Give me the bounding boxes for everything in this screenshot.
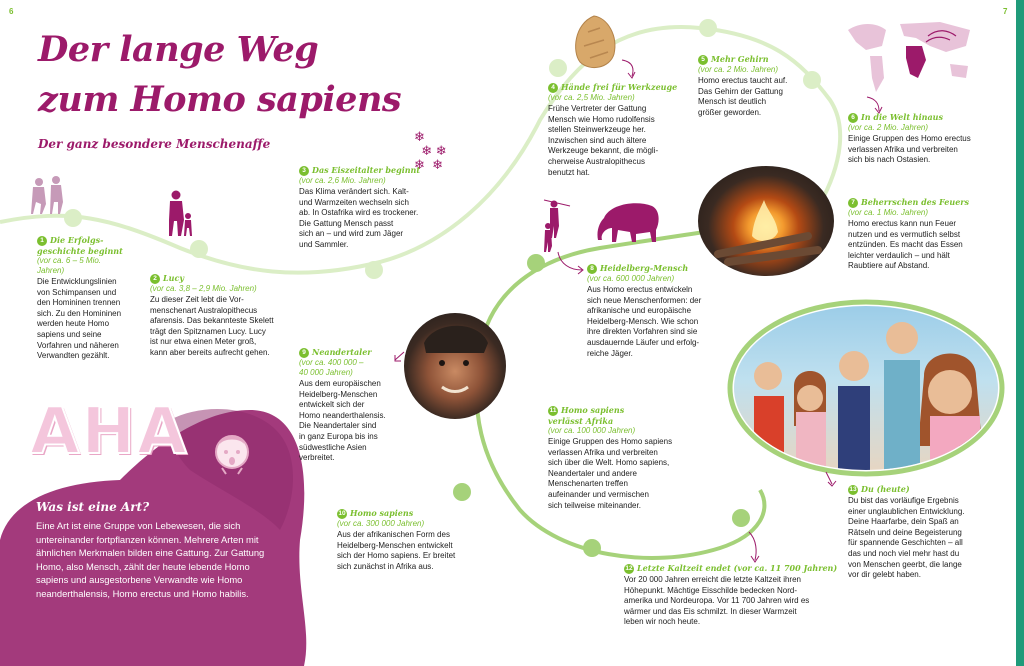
timeline-entry-10 <box>337 508 487 572</box>
timeline-entry-11 <box>548 405 708 511</box>
timeline-dot <box>453 483 471 501</box>
entry-date: (vor ca. 2 Mio. Jahren) <box>698 65 779 74</box>
entry-heading: Beherrschen des Feuers <box>861 197 969 207</box>
entry-text: Das Klima verändert sich. Kalt- und Warmzeiten wechseln sich ab. In Ostafrika wird es trockener. Die Gattung Mensch passt sich an – und wird zum Jäger und Sammler. <box>299 187 419 249</box>
entry-number-badge: 6 <box>848 113 858 123</box>
hunters-mammoth-icon <box>540 198 670 254</box>
timeline-dot <box>583 539 601 557</box>
entry-number-badge: 13 <box>849 486 857 493</box>
timeline-entry-3 <box>299 165 449 251</box>
timeline-entry-6 <box>848 112 998 166</box>
entry-date: (vor ca. 600 000 Jahren) <box>587 274 675 283</box>
entry-text: Zu dieser Zeit lebt die Vor- menschenart Australopithecus afarensis. Das bekannteste Skelett trägt den Spitznamen Lucy. Lucy ist nur etwa einen Meter groß, kann aber bereits aufrecht gehen. <box>150 295 274 357</box>
entry-date: (vor ca. 6 – 5 Mio. Jahren) <box>37 256 102 275</box>
timeline-entry-2 <box>150 273 290 359</box>
arrow-icon <box>620 58 642 80</box>
page-number-left: 6 <box>9 7 14 16</box>
entry-text: Einige Gruppen des Homo sapiens verlassen Afrika und verbreiten sich über die Welt. Homo sapiens, Neandertaler und andere Menschenarten treffen aufeinander und vermischen sich teilweise miteinander. <box>548 437 673 510</box>
timeline-entry-7 <box>848 197 998 272</box>
lucy-silhouette-icon <box>162 190 194 238</box>
entry-date: (vor ca. 100 000 Jahren) <box>548 426 636 435</box>
timeline-entry-5 <box>698 54 818 118</box>
page-number-right: 7 <box>1003 7 1008 16</box>
entry-text: Frühe Vertreter der Gattung Mensch wie Homo rudolfensis stellen Steinwerkzeuge her. Inzwischen sind auch ältere Werkzeuge bekannt, die mögli- cherweise Australopithecus benutzt hat. <box>548 104 659 177</box>
entry-text: Vor 20 000 Jahren erreicht die letzte Kaltzeit ihren Höhepunkt. Mächtige Eisschilde bedecken Nord- amerika und Nordeuropa. Vor 11 700 Jahren wird es wärmer und das Eis schmilzt. In dieser Warmzeit leben wir noch heute. <box>624 575 810 627</box>
timeline-entry-8 <box>587 263 737 359</box>
entry-number-badge: 1 <box>37 236 47 246</box>
entry-heading: Du <box>861 484 874 494</box>
entry-heading: Hände frei für Werkzeuge <box>561 82 678 92</box>
entry-number-badge: 11 <box>549 407 557 414</box>
children-photo <box>734 306 998 470</box>
world-map-icon <box>846 16 978 96</box>
timeline-entry-12 <box>624 563 839 628</box>
entry-heading: In die Welt hinaus <box>861 112 943 122</box>
entry-number-badge: 2 <box>150 274 160 284</box>
entry-date: (vor ca. 1 Mio. Jahren) <box>848 208 929 217</box>
page-edge-bar <box>1016 0 1024 666</box>
entry-text: Die Entwicklungslinien von Schimpansen und den Homininen trennen sich. Zu den Homininen werden heute Homo sapiens und seine Vorfahren und näheren Verwandten gezählt. <box>37 277 122 361</box>
info-box-title: Was ist eine Art? <box>36 500 150 514</box>
timeline-entry-9 <box>299 347 409 464</box>
thinking-face-icon <box>212 430 252 476</box>
entry-heading: Letzte Kaltzeit endet <box>637 563 731 573</box>
arrow-icon <box>556 250 586 276</box>
entry-heading: Mehr Gehirn <box>711 54 769 64</box>
entry-date: (vor ca. 11 700 Jahren) <box>733 563 838 573</box>
page-title-line2: zum Homo sapiens <box>38 79 402 120</box>
page-title-line1: Der lange Weg <box>38 29 319 70</box>
entry-number-badge: 4 <box>548 83 558 93</box>
entry-text: Du bist das vorläufige Ergebnis einer unglaublichen Entwicklung. Deine Haarfarbe, dein Spaß an Rätseln und deine Begeisterung für spannende Geschichten – all das und noch viel mehr hast du von Menschen geerbt, die lange vor dir gelebt haben. <box>848 496 965 580</box>
entry-text: Aus Homo erectus entwickeln sich neue Menschenformen: der afrikanische und europäische Heidelberg-Mensch. Wie schon ihre direkten Vorfahren sind sie ausdauernde Läufer und erfolg- reiche Jäger. <box>587 285 702 358</box>
timeline-dot <box>527 254 545 272</box>
timeline-dot <box>190 240 208 258</box>
entry-text: Homo erectus taucht auf. Das Gehirn der Gattung Mensch ist deutlich größer geworden. <box>698 76 788 117</box>
page-subtitle: Der ganz besondere Menschenaffe <box>38 137 271 151</box>
timeline-entry-13 <box>848 484 998 581</box>
entry-number-badge: 10 <box>338 510 346 517</box>
timeline-entry-1 <box>37 235 147 362</box>
stone-tool-icon <box>570 14 620 74</box>
timeline-dot <box>699 19 717 37</box>
evolution-silhouette-icon <box>30 176 75 216</box>
info-box-text: Eine Art ist eine Gruppe von Lebewesen, die sich untereinander fortpflanzen können. Mehrere Arten mit ähnlichen Merkmalen bilden eine Gattung. Zur Gattung Homo, also Mensch, zählt der heute lebende Homo sapiens und ausgestorbene Verwandte wie Homo neanderthalensis, Homo erectus und Homo habilis. <box>36 520 265 599</box>
snowflake-icon: ❄ ❄ ❄ ❄ ❄ <box>414 129 447 172</box>
timeline-dot <box>549 59 567 77</box>
entry-heading: Heidelberg-Mensch <box>600 263 689 273</box>
timeline-dot <box>732 509 750 527</box>
entry-number-badge: 12 <box>625 565 633 572</box>
entry-heading: Homo sapiens <box>350 508 414 518</box>
entry-number-badge: 9 <box>299 348 309 358</box>
entry-number-badge: 3 <box>299 166 309 176</box>
entry-date: (heute) <box>876 484 910 494</box>
entry-number-badge: 5 <box>698 55 708 65</box>
arrow-icon <box>745 530 765 564</box>
entry-date: (vor ca. 2 Mio. Jahren) <box>848 123 929 132</box>
entry-number-badge: 7 <box>848 198 858 208</box>
entry-number-badge: 8 <box>587 264 597 274</box>
entry-date: (vor ca. 400 000 – 40 000 Jahren) <box>299 358 364 377</box>
entry-date: (vor ca. 3,8 – 2,9 Mio. Jahren) <box>150 284 257 293</box>
entry-text: Einige Gruppen des Homo erectus verlassen Afrika und verbreiten sich bis nach Ostasien. <box>848 134 971 165</box>
entry-date: (vor ca. 300 000 Jahren) <box>337 519 425 528</box>
entry-text: Aus der afrikanischen Form des Heidelberg-Menschen entwickelt sich der Homo sapiens. Er breitet sich zunächst in Afrika aus. <box>337 530 456 571</box>
campfire-photo <box>698 166 834 276</box>
entry-date: (vor ca. 2,5 Mio. Jahren) <box>548 93 635 102</box>
arrow-icon <box>822 470 842 490</box>
timeline-entry-4 <box>548 82 698 178</box>
entry-heading: Die Erfolgs- geschichte beginnt <box>37 235 123 256</box>
entry-heading: Lucy <box>163 273 184 283</box>
entry-text: Aus dem europäischen Heidelberg-Menschen entwickelt sich der Homo neanderthalensis. Die Neandertaler sind in ganz Europa bis ins südwestliche Asien verbreitet. <box>299 379 386 463</box>
entry-heading: Homo sapiens verlässt Afrika <box>548 405 625 426</box>
timeline-dot <box>365 261 383 279</box>
neanderthal-photo <box>404 313 506 419</box>
entry-text: Homo erectus kann nun Feuer nutzen und es vermutlich selbst entzünden. Es macht das Essen leichter verdaulich – und hält Raubtiere auf Abstand. <box>848 219 963 271</box>
entry-heading: Das Eiszeitalter beginnt <box>312 165 421 175</box>
entry-heading: Neandertaler <box>312 347 372 357</box>
entry-date: (vor ca. 2,6 Mio. Jahren) <box>299 176 386 185</box>
aha-logo: AHA <box>30 395 189 469</box>
